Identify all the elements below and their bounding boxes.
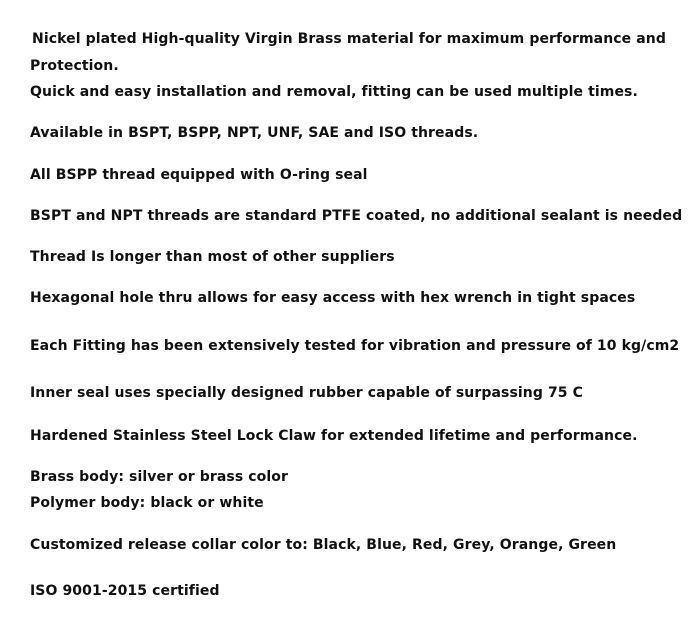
feature-collar-color: Customized release collar color to: Black, Blue, Red, Grey, Orange, Green bbox=[30, 537, 617, 553]
feature-inner-seal: Inner seal uses specially designed rubber capable of surpassing 75 C bbox=[30, 385, 583, 401]
feature-hex-hole: Hexagonal hole thru allows for easy access with hex wrench in tight spaces bbox=[30, 290, 636, 306]
feature-oring: All BSPP thread equipped with O-ring seal bbox=[30, 167, 368, 183]
feature-material-line1: Nickel plated High-quality Virgin Brass material for maximum performance and bbox=[32, 31, 666, 47]
feature-installation: Quick and easy installation and removal, fitting can be used multiple times. bbox=[30, 84, 638, 100]
feature-material-line2: Protection. bbox=[30, 58, 119, 74]
feature-thread-length: Thread Is longer than most of other suppliers bbox=[30, 249, 395, 265]
feature-ptfe: BSPT and NPT threads are standard PTFE coated, no additional sealant is needed bbox=[30, 208, 683, 224]
feature-polymer-body: Polymer body: black or white bbox=[30, 495, 264, 511]
feature-threads: Available in BSPT, BSPP, NPT, UNF, SAE and ISO threads. bbox=[30, 125, 479, 141]
feature-brass-body: Brass body: silver or brass color bbox=[30, 469, 288, 485]
feature-iso: ISO 9001-2015 certified bbox=[30, 583, 220, 599]
feature-lock-claw: Hardened Stainless Steel Lock Claw for extended lifetime and performance. bbox=[30, 428, 638, 444]
feature-tested: Each Fitting has been extensively tested for vibration and pressure of 10 kg/cm2 bbox=[30, 338, 680, 354]
